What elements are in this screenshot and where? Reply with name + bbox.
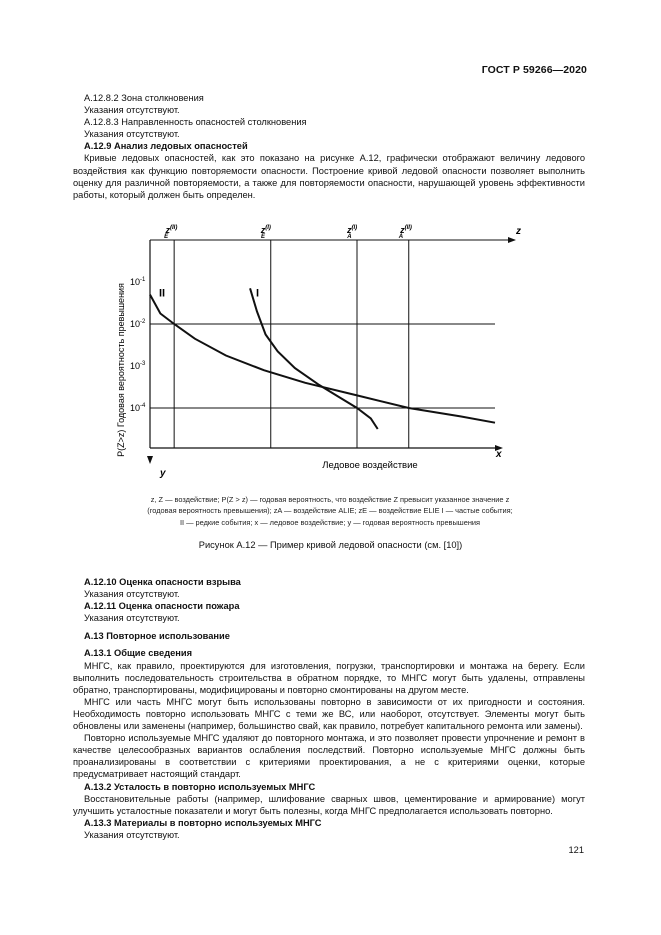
paragraph-a-13-2: Восстановительные работы (например, шлифование сварных швов, цементирование и армирование) могут улучшить усталостные показатели и могут быть полезны, когда МНГС предполагается использовать повторно.	[73, 793, 585, 816]
top-marker-label-1: $z^{(I)}$ E	[260, 225, 271, 240]
ice-hazard-chart	[90, 220, 521, 482]
x-axis-label: Ледовое воздействие	[322, 460, 418, 471]
clause-a-12-11-heading: A.12.11 Оценка опасности пожара	[84, 601, 240, 612]
top-axis-symbol: z	[516, 226, 521, 237]
top-marker-label-3: $z^{(II)}$ A	[398, 225, 412, 240]
clause-a-12-9-heading: A.12.9 Анализ ледовых опасностей	[84, 141, 248, 152]
intro-paragraph: Кривые ледовых опасностей, как это показано на рисунке A.12, графически отображают величину ледового воздействия как функцию повторяемости опасности. Построение кривой ледовой опасности позволяет выполнить оценку для различной повторяемости, а также для повторяемости опасности, нарушающей уровень эффективности работы, который должен быть определен.	[73, 153, 585, 200]
legend-line-1: z, Z — воздействие; P(Z > z) — годовая вероятность, что воздействие Z превысит указанное значение z	[150, 495, 510, 504]
clause-a-12-8-2: A.12.8.2 Зона столкновения	[84, 93, 204, 103]
top-marker-label-0: $z^{(II)}$ E	[164, 225, 178, 240]
figure-legend	[80, 494, 580, 528]
clause-a-13-1-heading: A.13.1 Общие сведения	[84, 648, 193, 659]
y-tick-label-3: $10^{-4}$	[130, 403, 146, 413]
legend-line-2: (годовая вероятность превышения); zA — воздействие ALIE; zE — воздействие ELIE I — частые события;	[147, 506, 513, 516]
document-id: ГОСТ Р 59266—2020	[481, 64, 587, 76]
bottom-section	[73, 576, 585, 841]
clause-a-12-8-2-note: Указания отсутствуют.	[84, 105, 180, 116]
chart-grid	[150, 240, 495, 448]
y-tick-label-2: $10^{-3}$	[130, 361, 146, 371]
chart-labels	[116, 225, 521, 479]
clause-a-12-10-note: Указания отсутствуют.	[84, 589, 180, 600]
paragraph-a-13-3: Указания отсутствуют.	[84, 829, 180, 840]
clause-a-12-11-note: Указания отсутствуют.	[84, 613, 180, 624]
legend-line-3: II — редкие события; x — ледовое воздействие; y — годовая вероятность превышения	[179, 517, 481, 527]
series-label-ii: II	[159, 287, 166, 300]
top-axis-arrow	[508, 237, 516, 243]
y-axis-arrow	[147, 456, 153, 464]
y-tick-label-1: $10^{-2}$	[130, 319, 146, 329]
top-section	[73, 92, 585, 201]
clause-a-12-8-3-note: Указания отсутствуют.	[84, 129, 180, 140]
top-marker-label-2: $z^{(I)}$ A	[347, 225, 358, 240]
x-axis-symbol: x	[496, 449, 502, 460]
paragraph-a-13-1-1: МНГС, как правило, проектируются для изготовления, погрузки, транспортировки и монтажа на берегу. Если выполнить последовательность строительства в обратном порядке, то МНГС могут быть удалены, отправлены обратно, транспортированы, модифицированы и повторно смонтированы на другом месте.	[73, 660, 585, 695]
y-axis-label: P(Z>z) Годовая вероятность превышения	[116, 283, 126, 457]
clause-a-12-8-3: A.12.8.3 Направленность опасностей столкновения	[84, 117, 307, 128]
clause-a-12-10-heading: A.12.10 Оценка опасности взрыва	[84, 577, 241, 587]
series-curve-ii	[150, 295, 495, 423]
clause-a-13-2-heading: A.13.2 Усталость в повторно используемых МНГС	[84, 781, 316, 792]
paragraph-a-13-1-2: МНГС или часть МНГС могут быть использованы повторно в зависимости от их пригодности и состояния. Необходимость повторно использовать МНГС с теми же ВС, или наоборот, отсутствует. Элементы могут быть обновлены или заменены (например, большинство свай, как правило, потребует капитального ремонта или замены).	[73, 696, 585, 732]
clause-a-13-3-heading: A.13.3 Материалы в повторно используемых МНГС	[84, 817, 322, 828]
series-label-i: I	[256, 287, 260, 300]
chart-frame	[147, 237, 516, 464]
paragraph-a-13-1-3: Повторно используемые МНГС удаляют до повторного монтажа, и это позволяет провести упрочнение и ремонт в качестве целесообразных вариантов ослабления последствий. Повторно используемые МНГС должны быть проанализированы в соответствии с критериями проектирования, а не с критериями оценки, которые предусматривает настоящий стандарт.	[73, 733, 585, 780]
page-number: 121	[568, 845, 584, 855]
y-tick-label-0: $10^{-1}$	[130, 277, 146, 287]
section-a-13-heading: A.13 Повторное использование	[84, 631, 230, 642]
figure-caption: Рисунок A.12 — Пример кривой ледовой опасности (см. [10])	[198, 540, 463, 550]
y-axis-symbol: y	[160, 468, 166, 479]
